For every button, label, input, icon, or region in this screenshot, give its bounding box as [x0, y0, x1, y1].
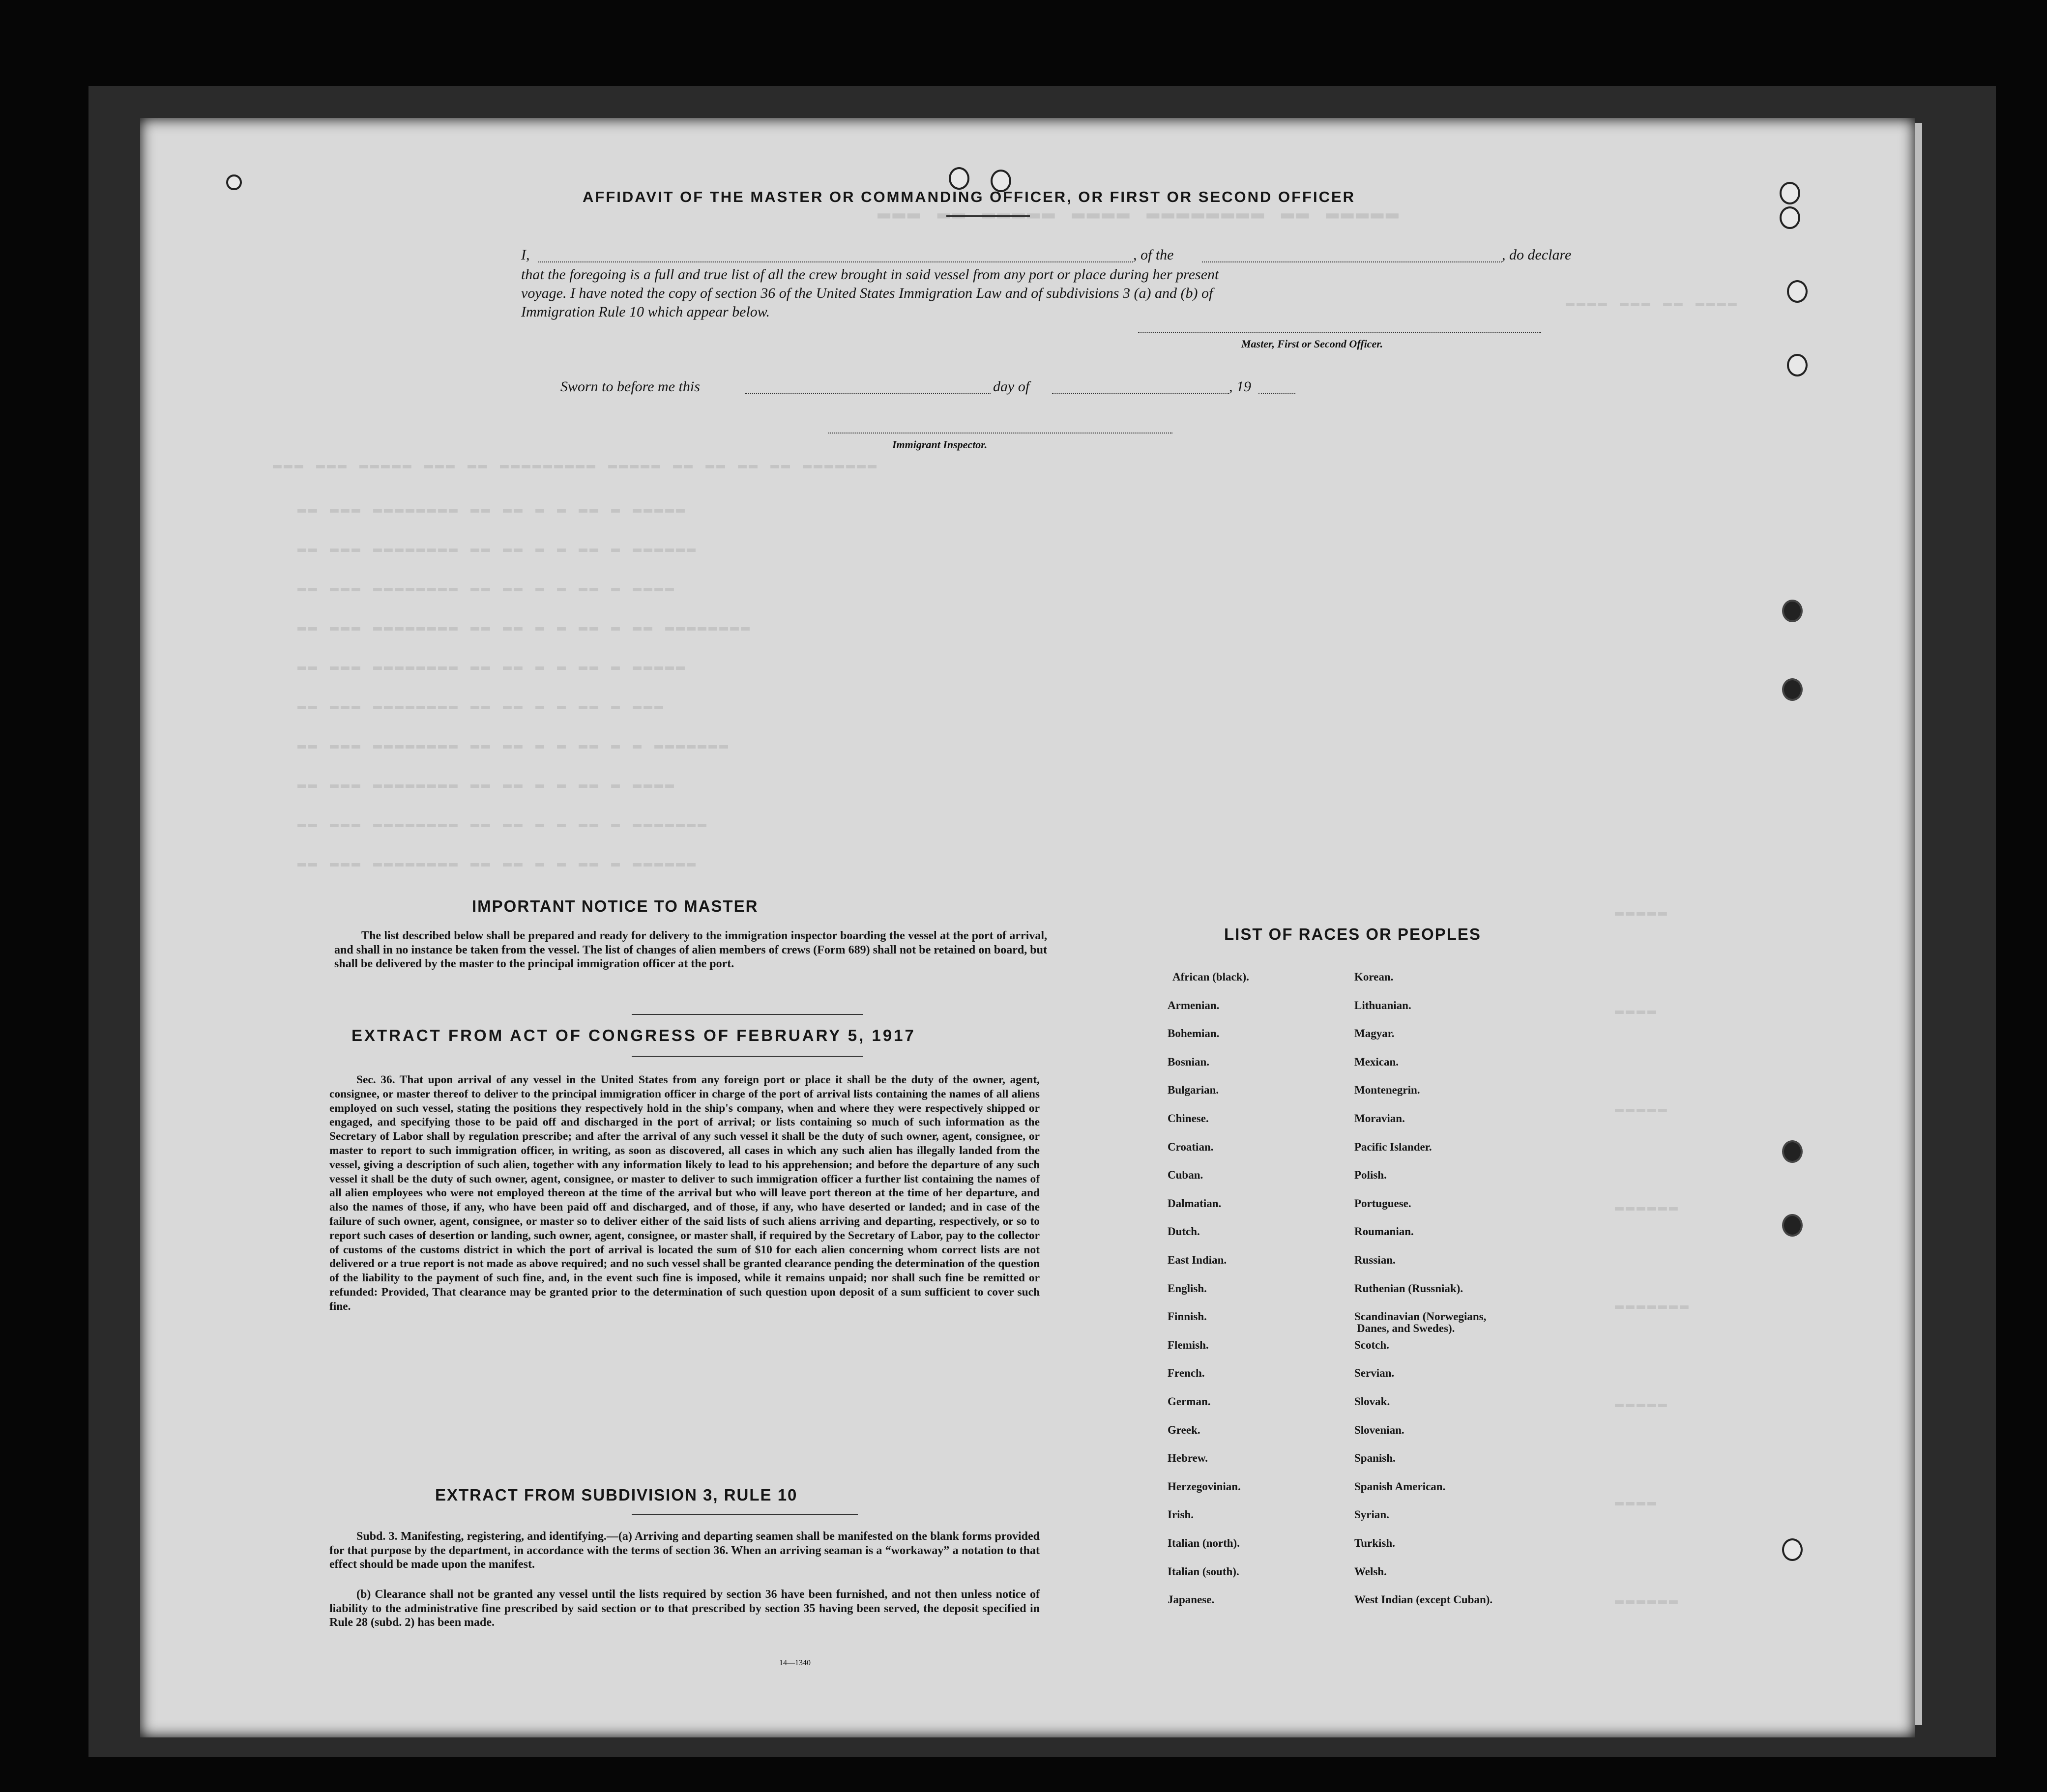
affidavit-i: I,	[521, 247, 530, 263]
race-item: Russian.	[1354, 1254, 1396, 1266]
bleed-through-row: ▬▬ ▬▬▬ ▬▬▬▬▬▬▬▬ ▬▬ ▬▬ ▬ ▬ ▬▬ ▬ ▬▬▬▬▬	[297, 501, 687, 518]
race-item: Bosnian.	[1168, 1055, 1210, 1068]
inspector-signature-line	[828, 433, 1172, 434]
act-heading: EXTRACT FROM ACT OF CONGRESS OF FEBRUARY 5, 1917	[351, 1026, 916, 1044]
signature-caption: Master, First or Second Officer.	[1241, 338, 1383, 350]
bleed-through-column: ▬▬▬▬▬▬	[1615, 1592, 1680, 1609]
race-item: French.	[1168, 1367, 1205, 1380]
race-item: Lithuanian.	[1354, 999, 1411, 1012]
bleed-through-row: ▬▬ ▬▬▬ ▬▬▬▬▬▬▬▬ ▬▬ ▬▬ ▬ ▬ ▬▬ ▬ ▬ ▬▬▬▬▬▬▬	[297, 737, 731, 754]
section-rule	[632, 1014, 863, 1015]
bleed-through-column: ▬▬▬▬▬	[1615, 1396, 1669, 1413]
race-item: Spanish.	[1354, 1452, 1396, 1465]
race-item: Finnish.	[1168, 1310, 1207, 1323]
bleed-through-column: ▬▬▬▬▬	[1615, 904, 1669, 921]
races-heading: LIST OF RACES OR PEOPLES	[1224, 925, 1481, 943]
affidavit-of-the: , of the	[1133, 247, 1174, 263]
race-item: Syrian.	[1354, 1508, 1389, 1521]
race-item: Cuban.	[1168, 1169, 1203, 1182]
race-item: Italian (south).	[1168, 1565, 1239, 1578]
race-item: Slovak.	[1354, 1395, 1390, 1408]
bleed-through-row: ▬▬ ▬▬▬ ▬▬▬▬▬▬▬▬ ▬▬ ▬▬ ▬ ▬ ▬▬ ▬ ▬▬▬▬▬▬	[297, 541, 698, 557]
race-item: Scotch.	[1354, 1338, 1389, 1351]
bleed-through-row: ▬▬▬ ▬▬▬ ▬▬▬▬▬ ▬▬▬ ▬▬ ▬▬▬▬▬▬▬▬▬ ▬▬▬▬▬ ▬▬ ▬▬ ▬▬ ▬▬ ▬▬▬▬▬▬▬	[273, 457, 879, 474]
bleed-through-row: ▬▬▬▬ ▬▬▬ ▬▬ ▬▬▬▬	[1566, 295, 1739, 312]
form-number: 14—1340	[779, 1659, 811, 1667]
race-item: Irish.	[1168, 1508, 1194, 1521]
bleed-through-row: ▬▬ ▬▬▬ ▬▬▬▬▬▬▬▬ ▬▬ ▬▬ ▬ ▬ ▬▬ ▬ ▬▬ ▬▬▬▬▬▬▬▬	[297, 619, 752, 636]
punch-hole	[1780, 182, 1800, 204]
sworn-label: Sworn to before me this	[560, 378, 700, 395]
race-item: Mexican.	[1354, 1055, 1399, 1068]
race-item: Montenegrin.	[1354, 1084, 1420, 1097]
affidavit-do-declare: , do declare	[1502, 247, 1572, 263]
race-item: Slovenian.	[1354, 1423, 1404, 1436]
race-item: Magyar.	[1354, 1027, 1395, 1040]
document-page	[140, 118, 1915, 1737]
race-item: Croatian.	[1168, 1140, 1214, 1153]
year-label: , 19	[1229, 378, 1251, 395]
race-item: Polish.	[1354, 1169, 1387, 1182]
signature-line	[1138, 332, 1541, 333]
punch-hole	[1782, 1140, 1803, 1163]
punch-hole	[1782, 1214, 1803, 1237]
race-item: Greek.	[1168, 1423, 1200, 1436]
race-item: Moravian.	[1354, 1112, 1405, 1125]
bleed-through-row: ▬▬ ▬▬▬ ▬▬▬▬▬▬▬▬ ▬▬ ▬▬ ▬ ▬ ▬▬ ▬ ▬▬▬▬▬	[297, 659, 687, 675]
day-blank	[745, 393, 991, 394]
race-item: Japanese.	[1168, 1593, 1215, 1606]
race-item: Italian (north).	[1168, 1537, 1240, 1549]
race-item: English.	[1168, 1282, 1207, 1295]
inspector-caption: Immigrant Inspector.	[892, 438, 988, 451]
heading-rule	[946, 215, 1030, 217]
rule-para-b: (b) Clearance shall not be granted any vessel until the lists required by section 36 have been furnished, and not then unless notice of liability to the administrative fine prescribed by said section or to that prescribed by section 35 having been served, the deposit specified in Rule 28 (subd. 2) has been made.	[329, 1588, 1040, 1629]
affidavit-line-2: that the foregoing is a full and true list of all the crew brought in said vessel from any port or place during her present	[521, 266, 1219, 283]
bleed-through-row: ▬▬ ▬▬▬ ▬▬▬▬▬▬▬▬ ▬▬ ▬▬ ▬ ▬ ▬▬ ▬ ▬▬▬▬	[297, 580, 676, 597]
race-item: German.	[1168, 1395, 1211, 1408]
race-item: Chinese.	[1168, 1112, 1209, 1125]
bleed-through-column: ▬▬▬▬▬▬▬	[1615, 1298, 1691, 1314]
notice-text: The list described below shall be prepared and ready for delivery to the immigration inspector boarding the vessel at the port of arrival, and shall in no instance be taken from the vessel. The list of changes of alien members of crews (Form 689) shall not be retained on board, but shall be delivered by the master to the principal immigration officer at the port.	[334, 929, 1047, 970]
month-blank	[1052, 393, 1229, 394]
race-item: African (black).	[1172, 971, 1249, 983]
punch-hole	[226, 174, 242, 190]
race-item: Flemish.	[1168, 1338, 1209, 1351]
section-rule	[632, 1056, 863, 1057]
bleed-through-column: ▬▬▬▬	[1615, 1494, 1659, 1511]
race-item: Roumanian.	[1354, 1225, 1414, 1238]
affidavit-line-3: voyage. I have noted the copy of section 36 of the United States Immigration Law and of subdivisions 3 (a) and (b) of	[521, 285, 1213, 301]
name-blank	[538, 261, 1133, 262]
punch-hole	[1787, 354, 1808, 376]
race-item: East Indian.	[1168, 1254, 1227, 1266]
section-rule	[632, 1514, 858, 1515]
year-blank	[1258, 393, 1295, 394]
bleed-through-row: ▬▬ ▬▬▬ ▬▬▬▬▬▬▬▬ ▬▬ ▬▬ ▬ ▬ ▬▬ ▬ ▬▬▬▬▬▬	[297, 855, 698, 872]
race-item: Bulgarian.	[1168, 1084, 1219, 1097]
race-item: Scandinavian (Norwegians,	[1354, 1310, 1487, 1323]
race-item: Dalmatian.	[1168, 1197, 1222, 1210]
bleed-through-heading: ▬▬▬ ▬▬ ▬▬▬▬▬ ▬▬▬▬ ▬▬▬▬▬▬▬▬ ▬▬ ▬▬▬▬▬	[877, 202, 1401, 226]
affidavit-heading: AFFIDAVIT OF THE MASTER OR COMMANDING OFFICER, OR FIRST OR SECOND OFFICER	[583, 188, 1356, 205]
race-item: Hebrew.	[1168, 1452, 1208, 1465]
race-item: Servian.	[1354, 1367, 1395, 1380]
race-item: Welsh.	[1354, 1565, 1387, 1578]
bleed-through-row: ▬▬ ▬▬▬ ▬▬▬▬▬▬▬▬ ▬▬ ▬▬ ▬ ▬ ▬▬ ▬ ▬▬▬▬▬▬▬	[297, 816, 709, 833]
punch-hole	[1782, 678, 1803, 701]
race-item: Pacific Islander.	[1354, 1140, 1432, 1153]
race-item: Danes, and Swedes).	[1357, 1322, 1455, 1335]
affidavit-line-4: Immigration Rule 10 which appear below.	[521, 304, 770, 320]
race-item: Portuguese.	[1354, 1197, 1411, 1210]
punch-hole	[1782, 600, 1803, 622]
act-text: Sec. 36. That upon arrival of any vessel in the United States from any foreign port or place it shall be the duty of the owner, agent, consignee, or master thereof to deliver to the principal immigration officer in charge of the port of arrival lists containing the names of all aliens employed on such vessel, stating the positions they respectively hold in the ship's company, when and where they were respectively shipped or engaged, and specifying those to be paid off and discharged in the port of arrival; or lists containing so much of such information as the Secretary of Labor shall by regulation prescribe; and after the arrival of any such vessel it shall be the duty of such owner, agent, consignee, or master to report to such immigration officer, in writing, as soon as discovered, all cases in which any such alien has illegally landed from the vessel, giving a description of such alien, together with any information likely to lead to his apprehension; and before the departure of any such vessel it shall be the duty of such owner, agent, consignee, or master to deliver to such immigration officer a further list containing the names of all alien employees who were not employed thereon at the time of the arrival but who will leave port thereon at the time of her departure, and also the names of those, if any, who have been paid off and discharged, and of those, if any, who have deserted or landed; and in case of the failure of such owner, agent, consignee, or master so to deliver either of the said lists of such aliens arriving and departing, respectively, or so to report such cases of desertion or landing, such owner, agent, consignee, or master shall, if required by the Secretary of Labor, pay to the collector of customs of the customs district in which the port of arrival is located the sum of $10 for each alien concerning whom correct lists are not delivered or a true report is not made as above required; and no such vessel shall be granted clearance pending the determination of the question of the liability to the payment of such fine, and, in the event such fine is imposed, while it remains unpaid; nor shall such fine be remitted or refunded: Provided, That clearance may be granted prior to the determination of such question upon deposit of a sum sufficient to cover such fine.	[329, 1073, 1040, 1313]
bleed-through-row: ▬▬ ▬▬▬ ▬▬▬▬▬▬▬▬ ▬▬ ▬▬ ▬ ▬ ▬▬ ▬ ▬▬▬▬	[297, 777, 676, 793]
punch-hole	[1780, 206, 1800, 229]
race-item: Turkish.	[1354, 1537, 1395, 1549]
race-item: Herzegovinian.	[1168, 1480, 1241, 1493]
race-item: Armenian.	[1168, 999, 1220, 1012]
punch-hole	[1782, 1538, 1803, 1561]
punch-hole	[949, 167, 969, 190]
race-item: Dutch.	[1168, 1225, 1200, 1238]
race-item: Bohemian.	[1168, 1027, 1220, 1040]
race-item: West Indian (except Cuban).	[1354, 1593, 1493, 1606]
race-item: Ruthenian (Russniak).	[1354, 1282, 1463, 1295]
bleed-through-column: ▬▬▬▬▬	[1615, 1101, 1669, 1118]
race-item: Korean.	[1354, 971, 1394, 983]
notice-heading: IMPORTANT NOTICE TO MASTER	[472, 897, 759, 915]
rule-para-a: Subd. 3. Manifesting, registering, and identifying.—(a) Arriving and departing seamen shall be manifested on the blank forms provided for that purpose by the department, in accordance with the terms of section 36. When an arriving seaman is a “workaway” a notation to that effect should be made upon the manifest.	[329, 1530, 1040, 1571]
punch-hole	[1787, 280, 1808, 303]
bleed-through-column: ▬▬▬▬	[1615, 1003, 1659, 1019]
bleed-through-row: ▬▬ ▬▬▬ ▬▬▬▬▬▬▬▬ ▬▬ ▬▬ ▬ ▬ ▬▬ ▬ ▬▬▬	[297, 698, 666, 715]
race-item: Spanish American.	[1354, 1480, 1446, 1493]
vessel-blank	[1202, 261, 1502, 262]
rule-heading: EXTRACT FROM SUBDIVISION 3, RULE 10	[435, 1486, 798, 1504]
bleed-through-column: ▬▬▬▬▬▬	[1615, 1199, 1680, 1216]
day-of-label: day of	[993, 378, 1030, 395]
